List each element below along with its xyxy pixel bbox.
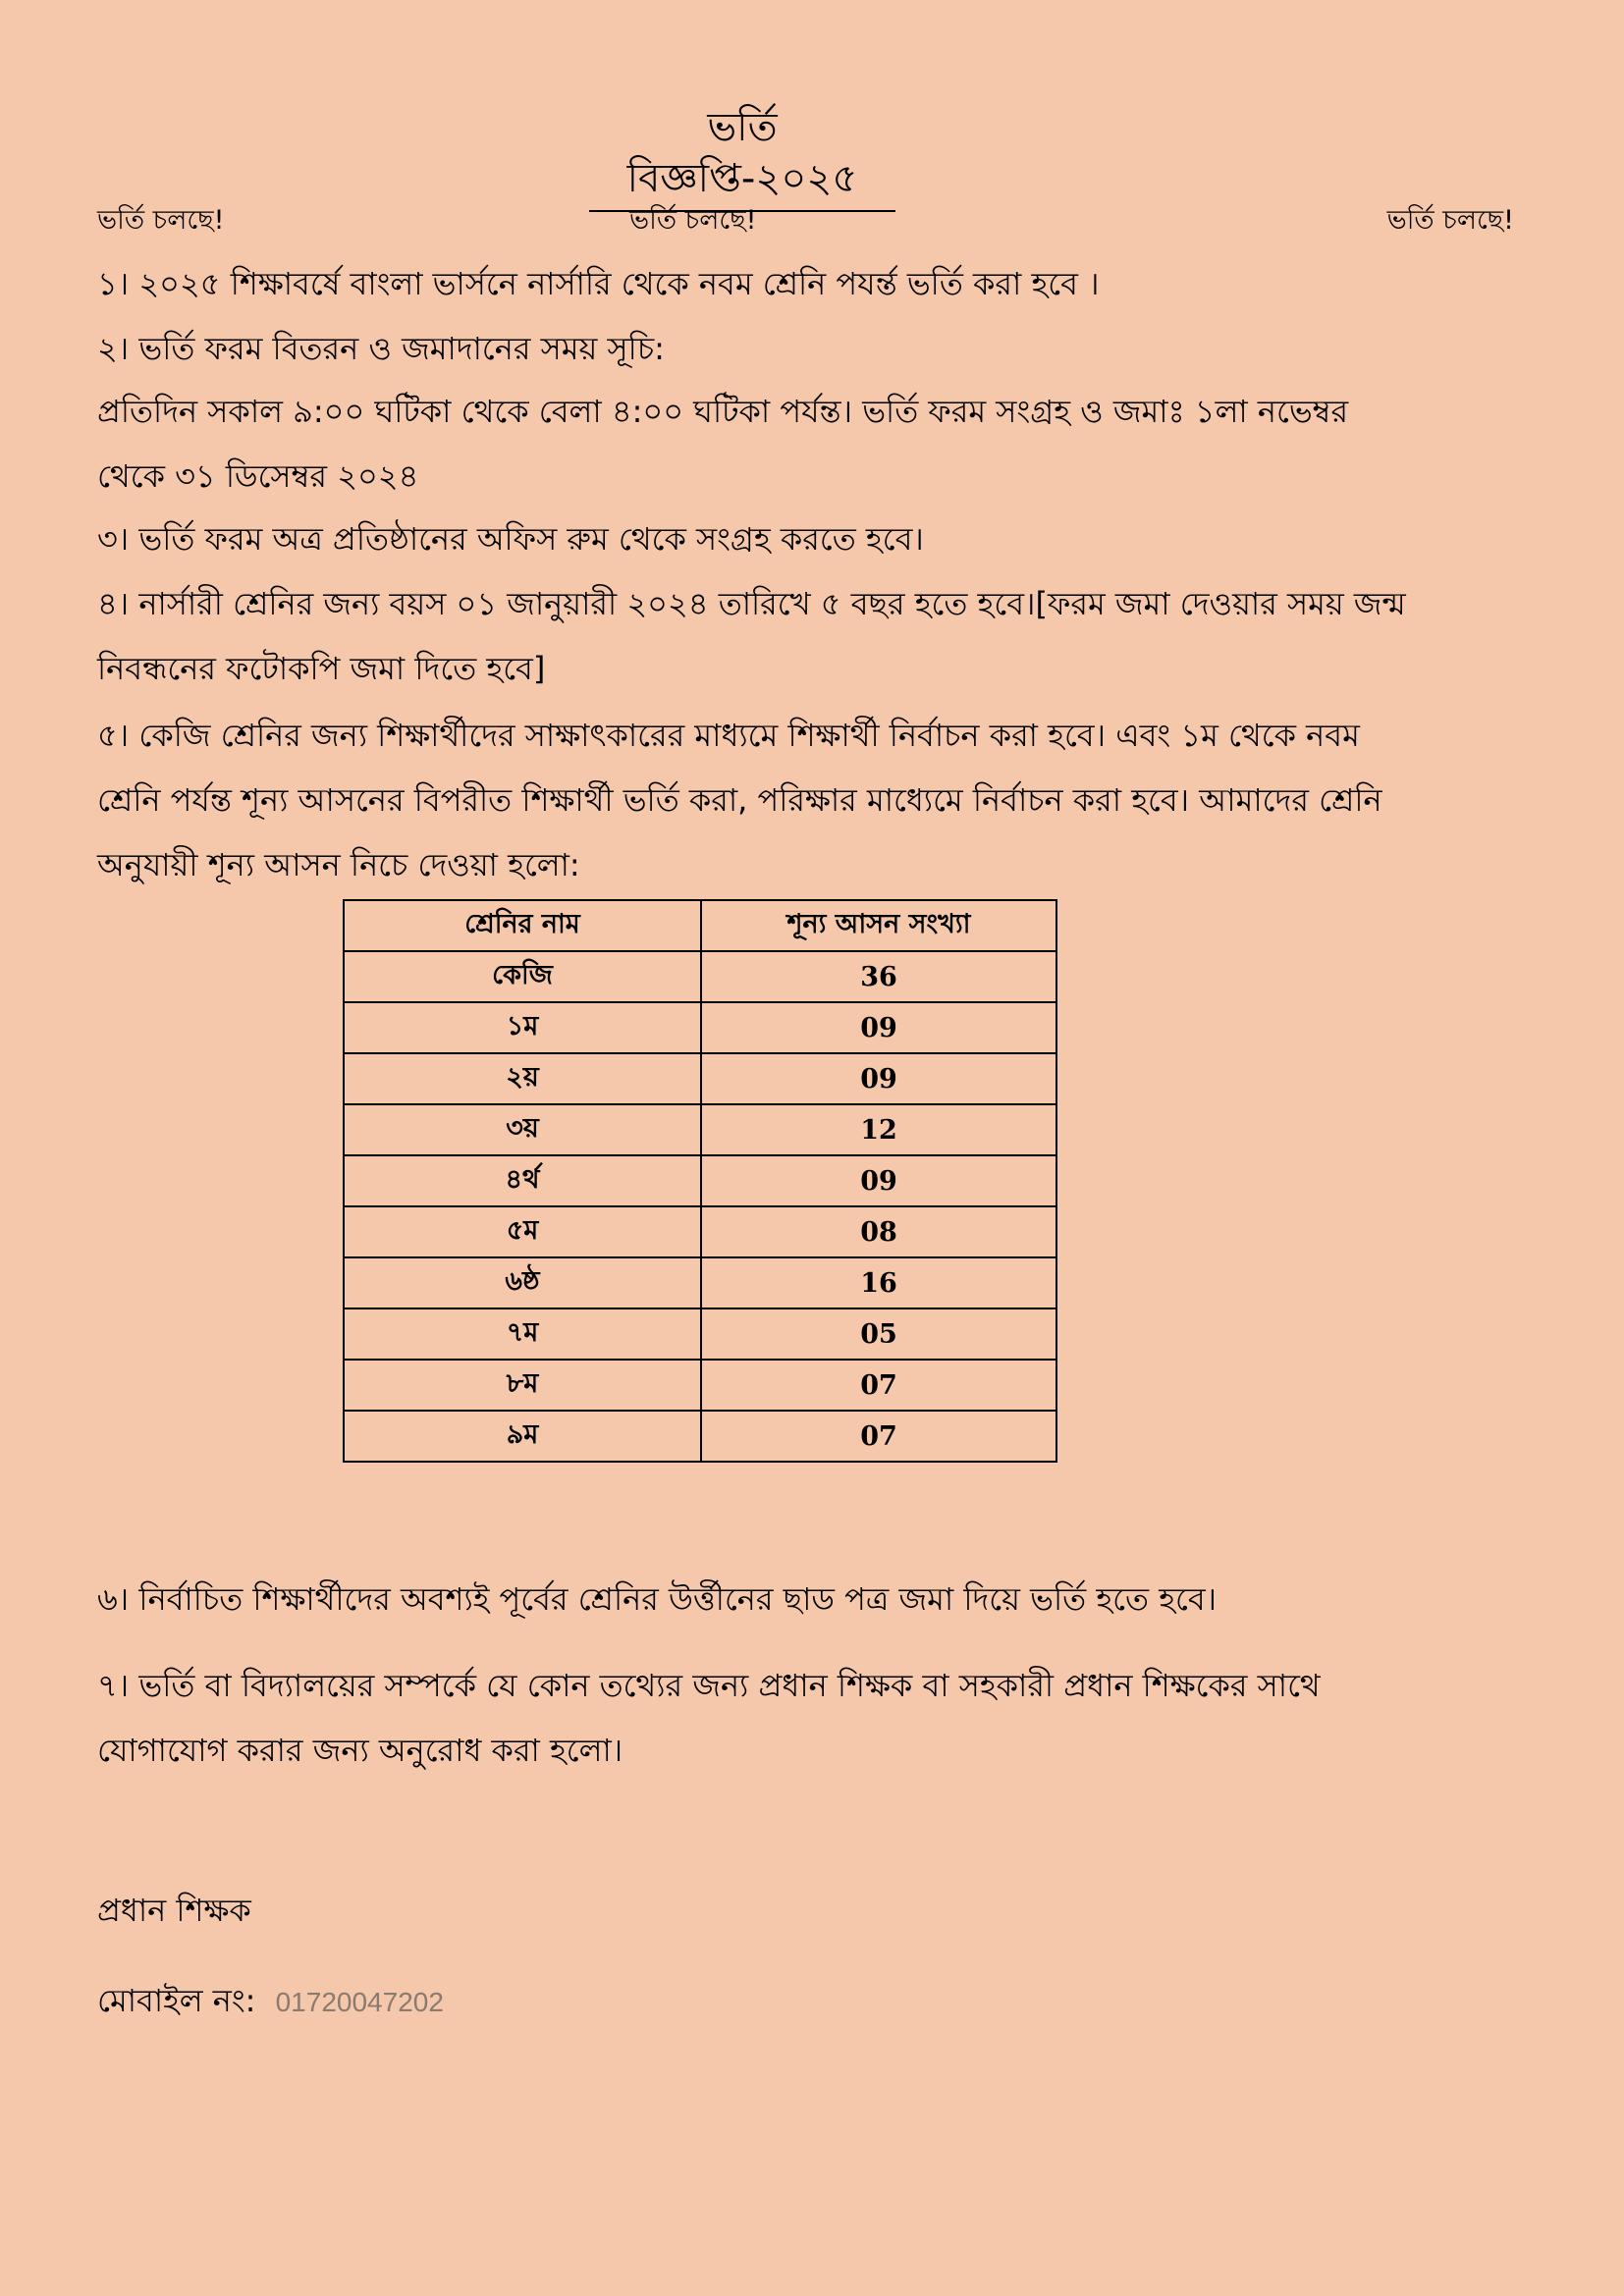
column-header-class: শ্রেনির নাম (344, 900, 701, 951)
class-name-cell: ৬ষ্ঠ (344, 1257, 701, 1308)
point-1-text: ১। ২০২৫ শিক্ষাবর্ষে বাংলা ভার্সনে নার্সারি থেকে নবম শ্রেনি পযর্ন্ত ভর্তি করা হবে । (97, 265, 1100, 302)
class-name-cell: ১ম (344, 1002, 701, 1053)
point-2-schedule (97, 379, 1527, 508)
table-row (344, 1257, 1056, 1308)
mobile-number: 01720047202 (275, 1987, 444, 2017)
point-7-line-2: যোগাযোগ করার জন্য অনুরোধ করা হলো। (97, 1732, 623, 1769)
class-name-cell: ২য় (344, 1053, 701, 1104)
point-2-heading: ২। ভর্তি ফরম বিতরন ও জমাদানের সময় সূচি: (97, 330, 665, 367)
class-name-cell: ৯ম (344, 1411, 701, 1462)
point-5-line-1: ৫। কেজি শ্রেনির জন্য শিক্ষার্থীদের সাক্ষাৎকারের মাধ্যমে শিক্ষার্থী নির্বাচন করা হবে। এবং ১ম থেকে নবম (97, 717, 1360, 754)
table-row (344, 1206, 1056, 1257)
admission-ongoing-center: ভর্তি চলছে! (629, 205, 757, 236)
point-5 (97, 703, 1527, 897)
vacant-seats-cell: 09 (701, 1155, 1056, 1206)
vacant-seats-cell: 16 (701, 1257, 1056, 1308)
table-row (344, 1053, 1056, 1104)
class-name-cell: ৩য় (344, 1104, 701, 1155)
point-7 (97, 1653, 1527, 1783)
class-name-cell: ৪র্থ (344, 1155, 701, 1206)
point-6 (97, 1567, 1527, 1631)
vacant-seats-cell: 36 (701, 951, 1056, 1002)
point-5-line-3: অনুযায়ী শূন্য আসন নিচে দেওয়া হলো: (97, 846, 580, 883)
vacant-seats-cell: 05 (701, 1308, 1056, 1360)
point-4-line-1: ৪। নার্সারী শ্রেনির জন্য বয়স ০১ জানুয়ারী ২০২৪ তারিখে ৫ বছর হতে হবে।[ফরম জমা দেওয়ার সময় জন্ম (97, 585, 1406, 622)
table-header-row (344, 900, 1056, 951)
class-name-cell: ৭ম (344, 1308, 701, 1360)
table-row (344, 951, 1056, 1002)
mobile-label: মোবাইল নং: (97, 1982, 256, 2019)
vacant-seats-cell: 07 (701, 1411, 1056, 1462)
point-1 (97, 251, 1527, 316)
admission-ongoing-right: ভর্তি চলছে! (1386, 205, 1514, 236)
point-6-text: ৬। নির্বাচিত শিক্ষার্থীদের অবশ্যই পূর্বের শ্রেনির উর্ত্তীনের ছাড পত্র জমা দিয়ে ভর্তি হতে হবে। (97, 1580, 1218, 1618)
table-row (344, 1155, 1056, 1206)
table-row (344, 1411, 1056, 1462)
vacant-seat-table (343, 899, 1057, 1463)
admission-ongoing-left: ভর্তি চলছে! (97, 205, 225, 236)
point-4 (97, 571, 1527, 701)
class-name-cell: ৫ম (344, 1206, 701, 1257)
table-row (344, 1002, 1056, 1053)
point-4-line-2: নিবন্ধনের ফটোকপি জমা দিতে হবে] (97, 650, 546, 687)
vacant-seats-cell: 08 (701, 1206, 1056, 1257)
signature-role: প্রধান শিক্ষক (97, 1892, 251, 1929)
point-3-text: ৩। ভর্তি ফরম অত্র প্রতিষ্ঠানের অফিস রুম থেকে সংগ্রহ করতে হবে। (97, 520, 924, 558)
column-header-seats: শূন্য আসন সংখ্যা (701, 900, 1056, 951)
mobile-contact (97, 1979, 444, 2024)
vacant-seats-cell: 07 (701, 1360, 1056, 1411)
table-row (344, 1104, 1056, 1155)
schedule-line-1: প্রতিদিন সকাল ৯:০০ ঘটিকা থেকে বেলা ৪:০০ ঘটিকা পর্যন্ত। ভর্তি ফরম সংগ্রহ ও জমাঃ ১লা নভেম্বর (97, 393, 1349, 430)
class-name-cell: কেজি (344, 951, 701, 1002)
point-7-line-1: ৭। ভর্তি বা বিদ্যালয়ের সম্পর্কে যে কোন তথ্যের জন্য প্রধান শিক্ষক বা সহকারী প্রধান শিক্ষকের সাথে (97, 1667, 1321, 1704)
vacant-seats-cell: 09 (701, 1002, 1056, 1053)
schedule-line-2: থেকে ৩১ ডিসেম্বর ২০২৪ (97, 457, 419, 495)
point-3 (97, 507, 1527, 571)
class-name-cell: ৮ম (344, 1360, 701, 1411)
notice-title: ভর্তি বিজ্ঞপ্তি-২০২৫ (589, 102, 895, 212)
vacant-seats-cell: 12 (701, 1104, 1056, 1155)
table-row (344, 1360, 1056, 1411)
point-5-line-2: শ্রেনি পর্যন্ত শূন্য আসনের বিপরীত শিক্ষার্থী ভর্তি করা, পরিক্ষার মাধ্যেমে নির্বাচন করা হবে। আমাদের শ্রেনি (97, 781, 1382, 819)
vacant-seats-cell: 09 (701, 1053, 1056, 1104)
table-row (344, 1308, 1056, 1360)
point-2 (97, 316, 1527, 381)
